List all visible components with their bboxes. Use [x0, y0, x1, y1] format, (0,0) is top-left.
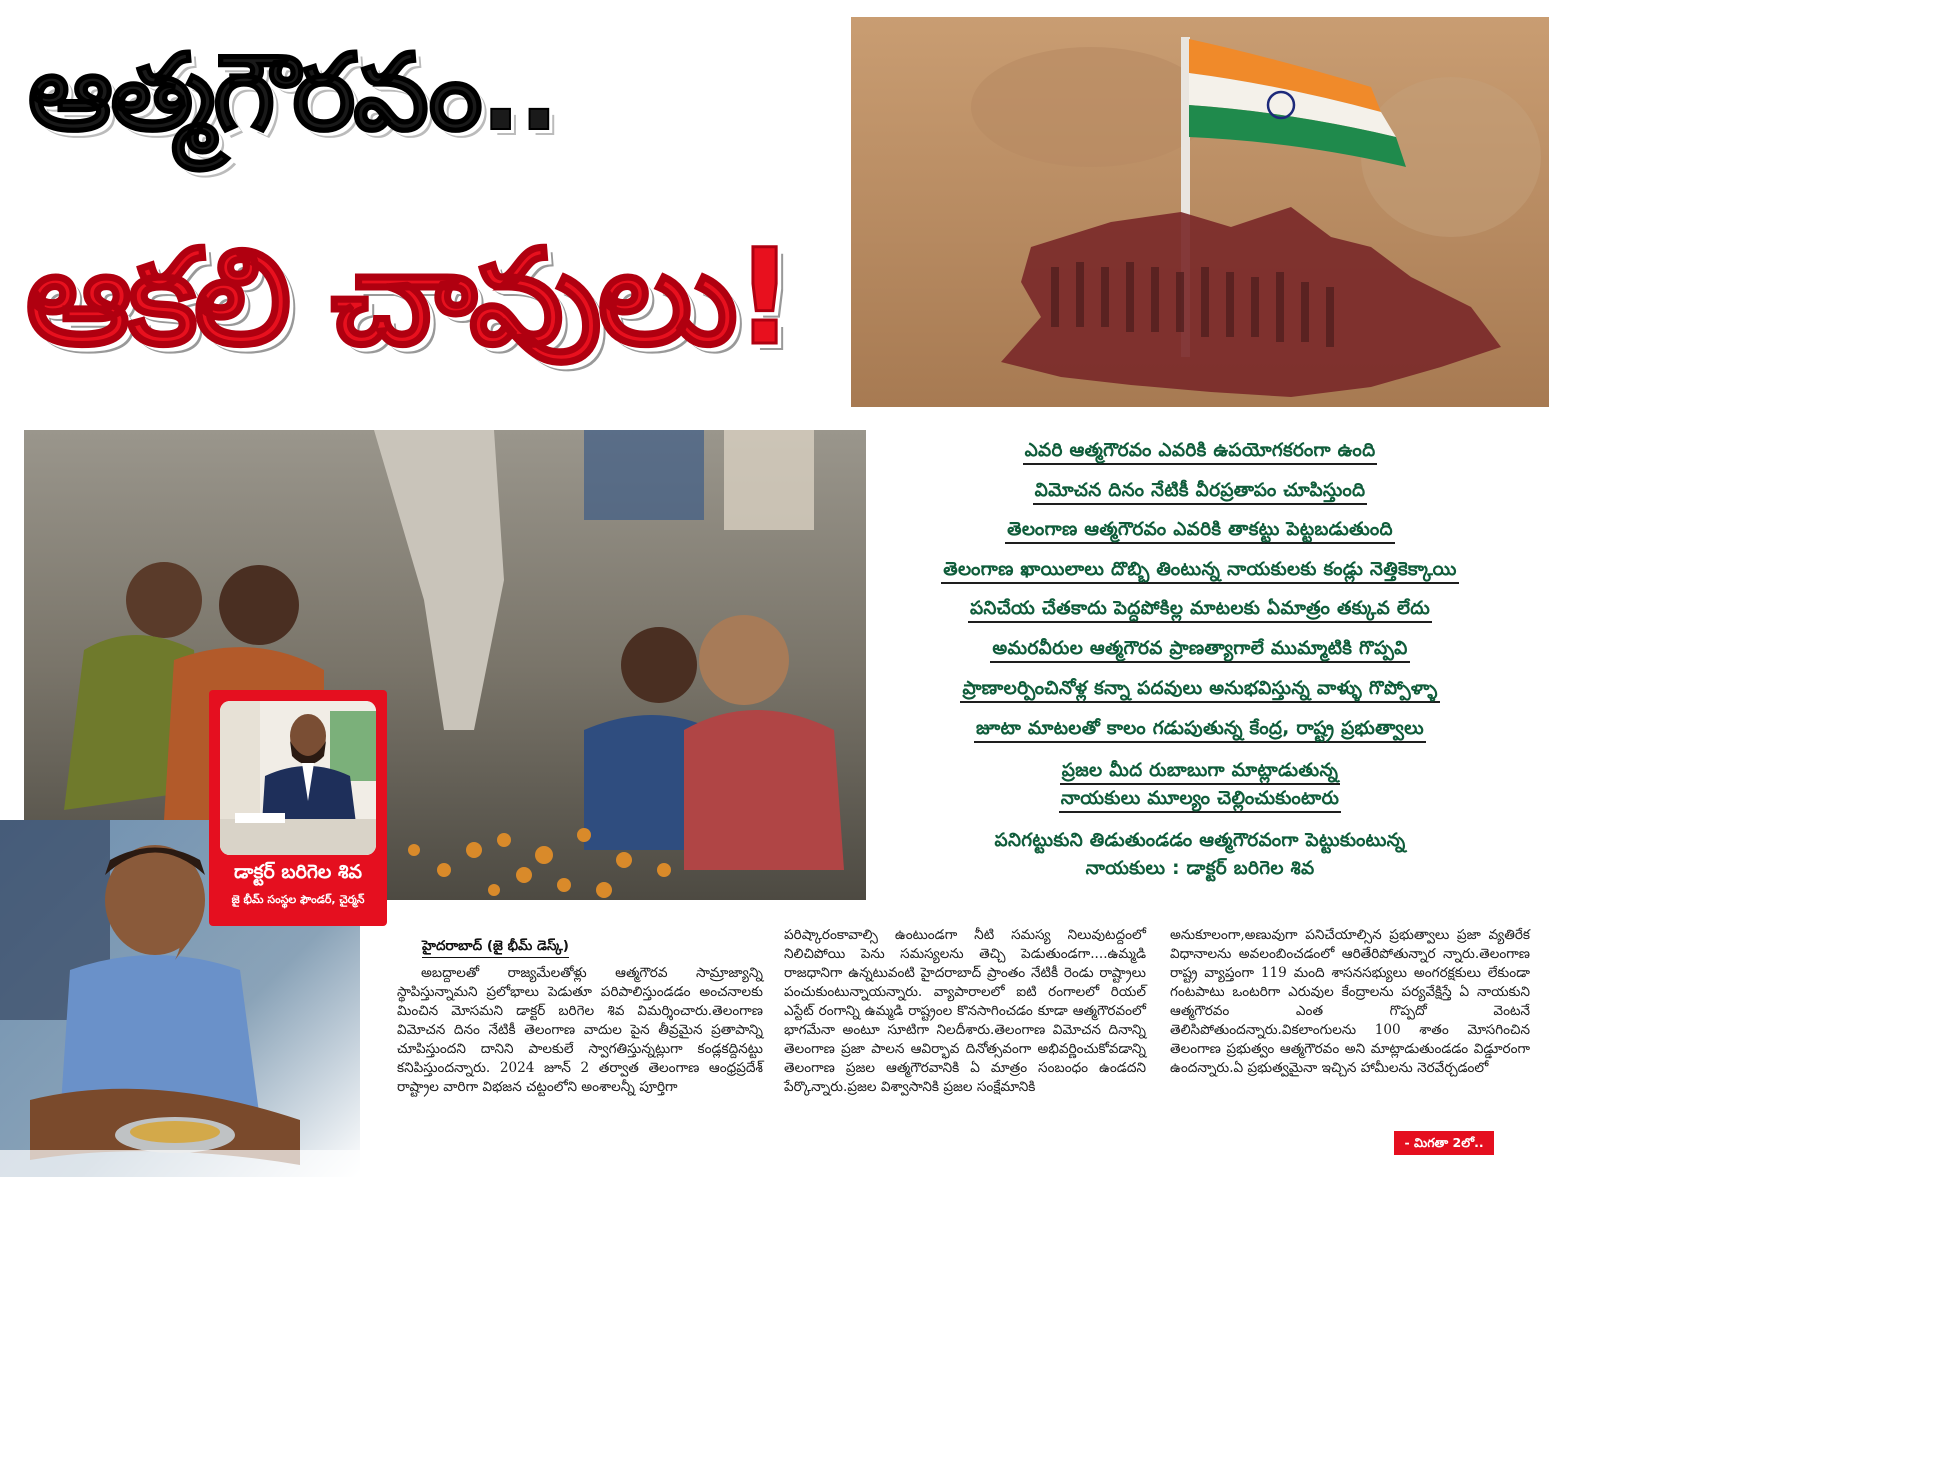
headline-line2: ఆకలి చావులు!	[26, 221, 792, 375]
highlight-10: నాయకులు మూల్యం చెల్లించుకుంటారు	[880, 788, 1520, 813]
article-column-3: అనుకూలంగా,అణువుగా పనిచేయాల్సిన ప్రభుత్వాలు ప్రజా వ్యతిరేక విధానాలను అవలంబించడంలో ఆరితేరిపోతున్నార న్నారు.తెలంగాణ రాష్ట్ర వ్యాప్తంగా 119 మంది శాసనసభ్యులు అంగరక్షకులు లేకుండా గంటపాటు ఒంటరిగా ఎరువుల కేంద్రాలను పర్యవేక్షిస్తే ఏ నాయకుని ఆత్మగౌరవం ఎంత గొప్పదో వెంటనే తెలిసిపోతుందన్నారు.వికలాంగులను 100 శాతం మోసగించిన తెలంగాణ ప్రభుత్వం ఆత్మగౌరవం అని మాట్లాడుతుండడం విడ్డూరంగా ఉందన్నారు.ఏ ప్రభుత్వమైనా ఇచ్చిన హామీలను నెరవేర్చడంలో	[1170, 927, 1530, 1076]
dateline: హైదరాబాద్ (జై భీమ్ డెస్క్)	[422, 938, 569, 958]
continued-label: - మిగతా 2లో..	[1394, 1131, 1494, 1155]
highlight-12: నాయకులు : డాక్టర్ బరిగెల శివ	[1085, 858, 1315, 879]
author-card	[209, 690, 387, 926]
highlight-4: తెలంగాణ ఖాయిలాలు దొబ్బి తింటున్న నాయకులకు కండ్లు నెత్తికెక్కాయి	[880, 559, 1520, 584]
author-name: డాక్టర్ బరిగెల శివ	[234, 861, 362, 883]
highlight-2: విమోచన దినం నేటికీ వీరప్రతాపం చూపిస్తుంది	[880, 480, 1520, 505]
author-photo	[220, 701, 376, 855]
highlight-7: ప్రాణాలర్పించినోళ్ల కన్నా పదవులు అనుభవిస్తున్న వాళ్ళు గొప్పోళ్ళా	[880, 678, 1520, 703]
author-role: జై భీమ్ సంస్థల ఫౌండర్, చైర్మన్	[231, 893, 365, 906]
article-column-2: పరిష్కారంకావాల్సి ఉంటుండగా నీటి సమస్య నిలువుటద్దంలో నిలిచిపోయి పెను సమస్యలను తెచ్చి పెడుతుండగా....ఉమ్మడి రాజధానిగా ఉన్నటువంటి హైదరాబాద్ ప్రాంతం నేటికీ రెండు రాష్ట్రాలు పంచుకుంటున్నాయన్నారు. వ్యాపారాలలో ఐటి రంగాలలో రియల్ ఎస్టేట్ రంగాన్ని ఉమ్మడి రాష్ట్రంల కొనసాగించడం కూడా ఆత్మగౌరవంలో భాగమేనా అంటూ సూటిగా నిలదీశారు.తెలంగాణ విమోచన దినాన్ని తెలంగాణ ప్రజా పాలన ఆవిర్భావ దినోత్సవంగా అభివర్ణించుకోవడాన్ని తెలంగాణ ప్రజల ఆత్మగౌరవానికి ఏ మాత్రం సంబంధం ఉండదని పేర్కొన్నారు.ప్రజల విశ్వాసానికి ప్రజల సంక్షేమానికి	[784, 927, 1146, 1095]
article-column-1: అబద్దాలతో రాజ్యమేలతోళ్లు ఆత్మగౌరవ సామ్రాజ్యాన్ని స్థాపిస్తున్నామని ప్రలోభాలు పెడుతూ పరిపాలిస్తుండడం అంచనాలకు మించిన మోసమని డాక్టర్ బరిగెల శివ విమర్శించారు.తెలంగాణ విమోచన దినం నేటికీ తెలంగాణ వాదుల పైన తీవ్రమైన ప్రతాపాన్ని చూపిస్తుందని దానిని పాలకులే స్వాగతిస్తున్నట్లుగా కండ్లకద్దినట్టు కనిపిస్తుందన్నారు. 2024 జూన్ 2 తర్వాత తెలంగాణ ఆంధ్రప్రదేశ్ రాష్ట్రాల వారిగా విభజన చట్టంలోని అంశాలన్నీ పూర్తిగా	[397, 965, 763, 1095]
highlight-5: పనిచేయ చేతకాదు పెద్దపోకిల్ల మాటలకు ఏమాత్రం తక్కువ లేదు	[880, 598, 1520, 623]
highlight-11: పనిగట్టుకుని తిడుతుండడం ఆత్మగౌరవంగా పెట్టుకుంటున్న	[994, 830, 1406, 851]
highlight-6: అమరవీరుల ఆత్మగౌరవ ప్రాణత్యాగాలే ముమ్మాటికి గొప్పవి	[880, 638, 1520, 663]
highlight-1: ఎవరి ఆత్మగౌరవం ఎవరికి ఉపయోగకరంగా ఉంది	[880, 440, 1520, 465]
headline-line1: ఆత్మగౌరవం..	[28, 31, 558, 154]
flag-photo	[851, 17, 1549, 407]
highlight-8: జూటా మాటలతో కాలం గడుపుతున్న కేంద్ర, రాష్ట్ర ప్రభుత్వాలు	[880, 718, 1520, 743]
highlight-3: తెలంగాణ ఆత్మగౌరవం ఎవరికి తాకట్టు పెట్టబడుతుంది	[880, 519, 1520, 544]
highlight-9: ప్రజల మీద రుబాబుగా మాట్లాడుతున్న	[880, 760, 1520, 785]
